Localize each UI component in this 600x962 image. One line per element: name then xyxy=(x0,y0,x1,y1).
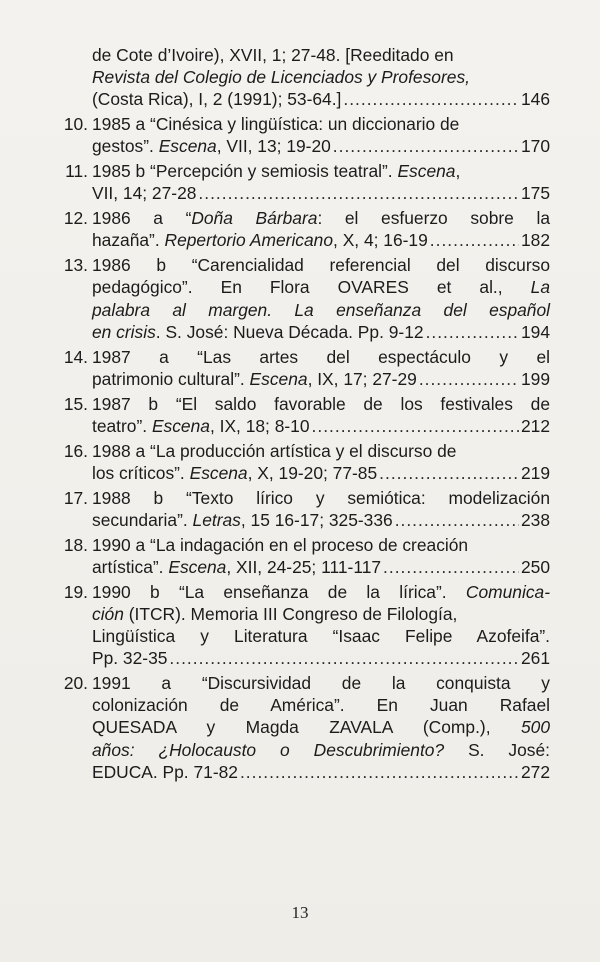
italic-title: Escena xyxy=(151,415,210,436)
entry-number: 19. xyxy=(63,581,88,602)
entry-line-text xyxy=(92,556,381,578)
text-run: 1988 b “Texto lírico y semiótica: modelización xyxy=(92,487,550,508)
entry-text xyxy=(92,534,550,578)
italic-title: años: ¿Holocausto o Descubrimiento? xyxy=(92,739,445,760)
entry-line-with-page xyxy=(92,415,550,437)
entry-text xyxy=(92,346,550,390)
entry-line xyxy=(92,739,550,761)
entry-line xyxy=(92,207,550,229)
text-run: Pp. 32-35 xyxy=(92,648,168,669)
entry-number: 11. xyxy=(65,161,88,182)
text-run: 1991 a “Discursividad de la conquista y xyxy=(92,673,550,694)
entry-line-text xyxy=(92,135,331,157)
entry-line-text xyxy=(92,229,428,251)
text-run: 1987 b “El saldo favorable de los festivales de xyxy=(92,393,550,414)
entry-number: 15. xyxy=(63,393,88,414)
entry-line-text xyxy=(92,321,424,343)
entry-number: 17. xyxy=(63,487,88,508)
entry-text xyxy=(92,440,550,484)
text-run: 1985 a “Cinésica y lingüística: un diccionario de xyxy=(92,114,460,135)
entry-line-with-page xyxy=(92,88,550,110)
text-run: 1986 a “ xyxy=(92,208,192,229)
entry-line-text xyxy=(92,462,377,484)
text-run: , XII, 24-25; 111-117 xyxy=(226,556,382,577)
text-run: , IX, 18; 8-10 xyxy=(209,415,310,436)
page-reference: 261 xyxy=(520,648,550,669)
entry-number: 18. xyxy=(63,534,88,555)
bibliography-entry xyxy=(50,160,550,204)
entry-line xyxy=(92,160,550,182)
entry-text xyxy=(92,160,550,204)
entry-text xyxy=(92,254,550,343)
italic-title: La xyxy=(530,277,550,298)
entry-line xyxy=(92,113,550,135)
entry-text xyxy=(92,44,550,111)
text-run: , 15 16-17; 325-336 xyxy=(240,509,393,530)
page-reference: 219 xyxy=(520,462,550,483)
entry-line-text xyxy=(92,509,393,531)
italic-title: Doña Bárbara xyxy=(191,208,318,229)
entry-line-text xyxy=(92,415,310,437)
dot-leader xyxy=(426,321,519,343)
page-reference: 212 xyxy=(520,415,550,436)
page-number: 13 xyxy=(291,903,309,922)
page-reference: 272 xyxy=(520,761,550,782)
entry-number: 20. xyxy=(63,673,88,694)
page-reference: 194 xyxy=(520,321,550,342)
text-run: patrimonio cultural”. xyxy=(92,368,250,389)
italic-title: Escena xyxy=(397,161,456,182)
entry-line-with-page xyxy=(92,647,550,669)
bibliography-entry xyxy=(50,672,550,783)
entry-line xyxy=(92,581,550,603)
text-run: los críticos”. xyxy=(92,462,190,483)
text-run: 1988 a “La producción artística y el discurso de xyxy=(92,440,457,461)
entry-number: 14. xyxy=(63,346,88,367)
entry-line xyxy=(92,299,550,321)
text-run: Lingüística y Literatura “Isaac Felipe Azofeifa”. xyxy=(92,626,550,647)
text-run: , X, 19-20; 77-85 xyxy=(247,462,378,483)
page-reference: 182 xyxy=(520,230,550,251)
text-run: . S. José: Nueva Década. Pp. 9-12 xyxy=(155,321,424,342)
dot-leader xyxy=(383,556,519,578)
text-run: 1986 b “Carencialidad referencial del discurso xyxy=(92,255,550,276)
italic-title: 500 xyxy=(520,717,550,738)
page-reference: 199 xyxy=(520,368,550,389)
entry-line xyxy=(92,66,550,88)
dot-leader xyxy=(430,229,519,251)
entry-text xyxy=(92,487,550,531)
entry-line xyxy=(92,625,550,647)
entry-line-text xyxy=(92,761,238,783)
dot-leader xyxy=(395,509,519,531)
text-run: teatro”. xyxy=(92,415,152,436)
dot-leader xyxy=(343,88,519,110)
bibliography-entry xyxy=(50,581,550,670)
text-run: 1985 b “Percepción y semiosis teatral”. xyxy=(92,161,398,182)
text-run: colonización de América”. En Juan Rafael xyxy=(92,695,550,716)
entry-text xyxy=(92,393,550,437)
entry-line-with-page xyxy=(92,462,550,484)
entry-text xyxy=(92,207,550,251)
entry-line xyxy=(92,534,550,556)
italic-title: Letras xyxy=(192,509,241,530)
entry-line-with-page xyxy=(92,229,550,251)
dot-leader xyxy=(240,761,519,783)
text-run: VII, 14; 27-28 xyxy=(92,183,197,204)
entry-line-with-page xyxy=(92,761,550,783)
entry-line xyxy=(92,276,550,298)
text-run: 1990 b “La enseñanza de la lírica”. xyxy=(92,581,466,602)
dot-leader xyxy=(198,182,519,204)
entry-line xyxy=(92,603,550,625)
entry-line xyxy=(92,44,550,66)
entry-line-with-page xyxy=(92,368,550,390)
entry-text xyxy=(92,672,550,783)
bibliography-list xyxy=(50,44,550,786)
text-run: (Costa Rica), I, 2 (1991); 53-64.] xyxy=(92,89,342,110)
text-run: , VII, 13; 19-20 xyxy=(216,136,331,157)
text-run: gestos”. xyxy=(92,136,159,157)
italic-title: Repertorio Americano xyxy=(164,230,334,251)
entry-line xyxy=(92,346,550,368)
entry-line xyxy=(92,393,550,415)
text-run: hazaña”. xyxy=(92,230,165,251)
italic-title: Escena xyxy=(168,556,227,577)
entry-number: 16. xyxy=(63,440,88,461)
italic-title: palabra al margen. La enseñanza del español xyxy=(92,299,550,320)
italic-title: en crisis xyxy=(92,321,156,342)
text-run: QUESADA y Magda ZAVALA (Comp.), xyxy=(92,717,521,738)
entry-line-text xyxy=(92,182,196,204)
text-run: pedagógico”. En Flora OVARES et al., xyxy=(92,277,531,298)
italic-title: Escena xyxy=(189,462,248,483)
text-run: (ITCR). Memoria III Congreso de Filología, xyxy=(123,603,458,624)
dot-leader xyxy=(419,368,519,390)
entry-text xyxy=(92,581,550,670)
page-reference: 175 xyxy=(520,183,550,204)
dot-leader xyxy=(312,415,519,437)
text-run: secundaria”. xyxy=(92,509,193,530)
bibliography-entry xyxy=(50,393,550,437)
italic-title: ción xyxy=(92,603,124,624)
dot-leader xyxy=(379,462,519,484)
entry-line xyxy=(92,440,550,462)
entry-line-with-page xyxy=(92,182,550,204)
entry-line xyxy=(92,672,550,694)
page-reference: 170 xyxy=(520,136,550,157)
text-run: : el esfuerzo sobre la xyxy=(317,208,550,229)
text-run: artística”. xyxy=(92,556,169,577)
entry-line-text xyxy=(92,88,341,110)
entry-number: 12. xyxy=(63,208,88,229)
text-run: 1987 a “Las artes del espectáculo y el xyxy=(92,346,550,367)
entry-line xyxy=(92,487,550,509)
bibliography-entry xyxy=(50,346,550,390)
entry-text xyxy=(92,113,550,157)
entry-line-with-page xyxy=(92,556,550,578)
text-run: de Cote d’Ivoire), XVII, 1; 27-48. [Reeditado en xyxy=(92,45,454,65)
entry-line xyxy=(92,254,550,276)
italic-title: Comunica- xyxy=(465,581,550,602)
entry-line-with-page xyxy=(92,321,550,343)
bibliography-entry xyxy=(50,207,550,251)
bibliography-entry xyxy=(50,254,550,343)
dot-leader xyxy=(333,135,519,157)
text-run: 1990 a “La indagación en el proceso de creación xyxy=(92,534,469,555)
bibliography-entry xyxy=(50,487,550,531)
text-run: , IX, 17; 27-29 xyxy=(307,368,417,389)
italic-title: Revista del Colegio de Licenciados y Profesores, xyxy=(92,67,470,88)
bibliography-entry xyxy=(50,44,550,111)
entry-line-text xyxy=(92,647,167,669)
dot-leader xyxy=(169,647,519,669)
bibliography-entry xyxy=(50,440,550,484)
italic-title: Escena xyxy=(158,136,217,157)
entry-line-text xyxy=(92,368,417,390)
bibliography-entry xyxy=(50,113,550,157)
entry-line-with-page xyxy=(92,135,550,157)
entry-line xyxy=(92,694,550,716)
entry-number: 10. xyxy=(63,114,88,135)
text-run: EDUCA. Pp. 71-82 xyxy=(92,761,238,782)
text-run: , xyxy=(455,161,461,182)
text-run: S. José: xyxy=(444,739,551,760)
page-reference: 238 xyxy=(520,509,550,530)
text-run: , X, 4; 16-19 xyxy=(333,230,428,251)
bibliography-entry xyxy=(50,534,550,578)
entry-line-with-page xyxy=(92,509,550,531)
entry-number: 13. xyxy=(63,255,88,276)
page-reference: 146 xyxy=(520,89,550,110)
page-reference: 250 xyxy=(520,556,550,577)
entry-line xyxy=(92,716,550,738)
italic-title: Escena xyxy=(249,368,308,389)
